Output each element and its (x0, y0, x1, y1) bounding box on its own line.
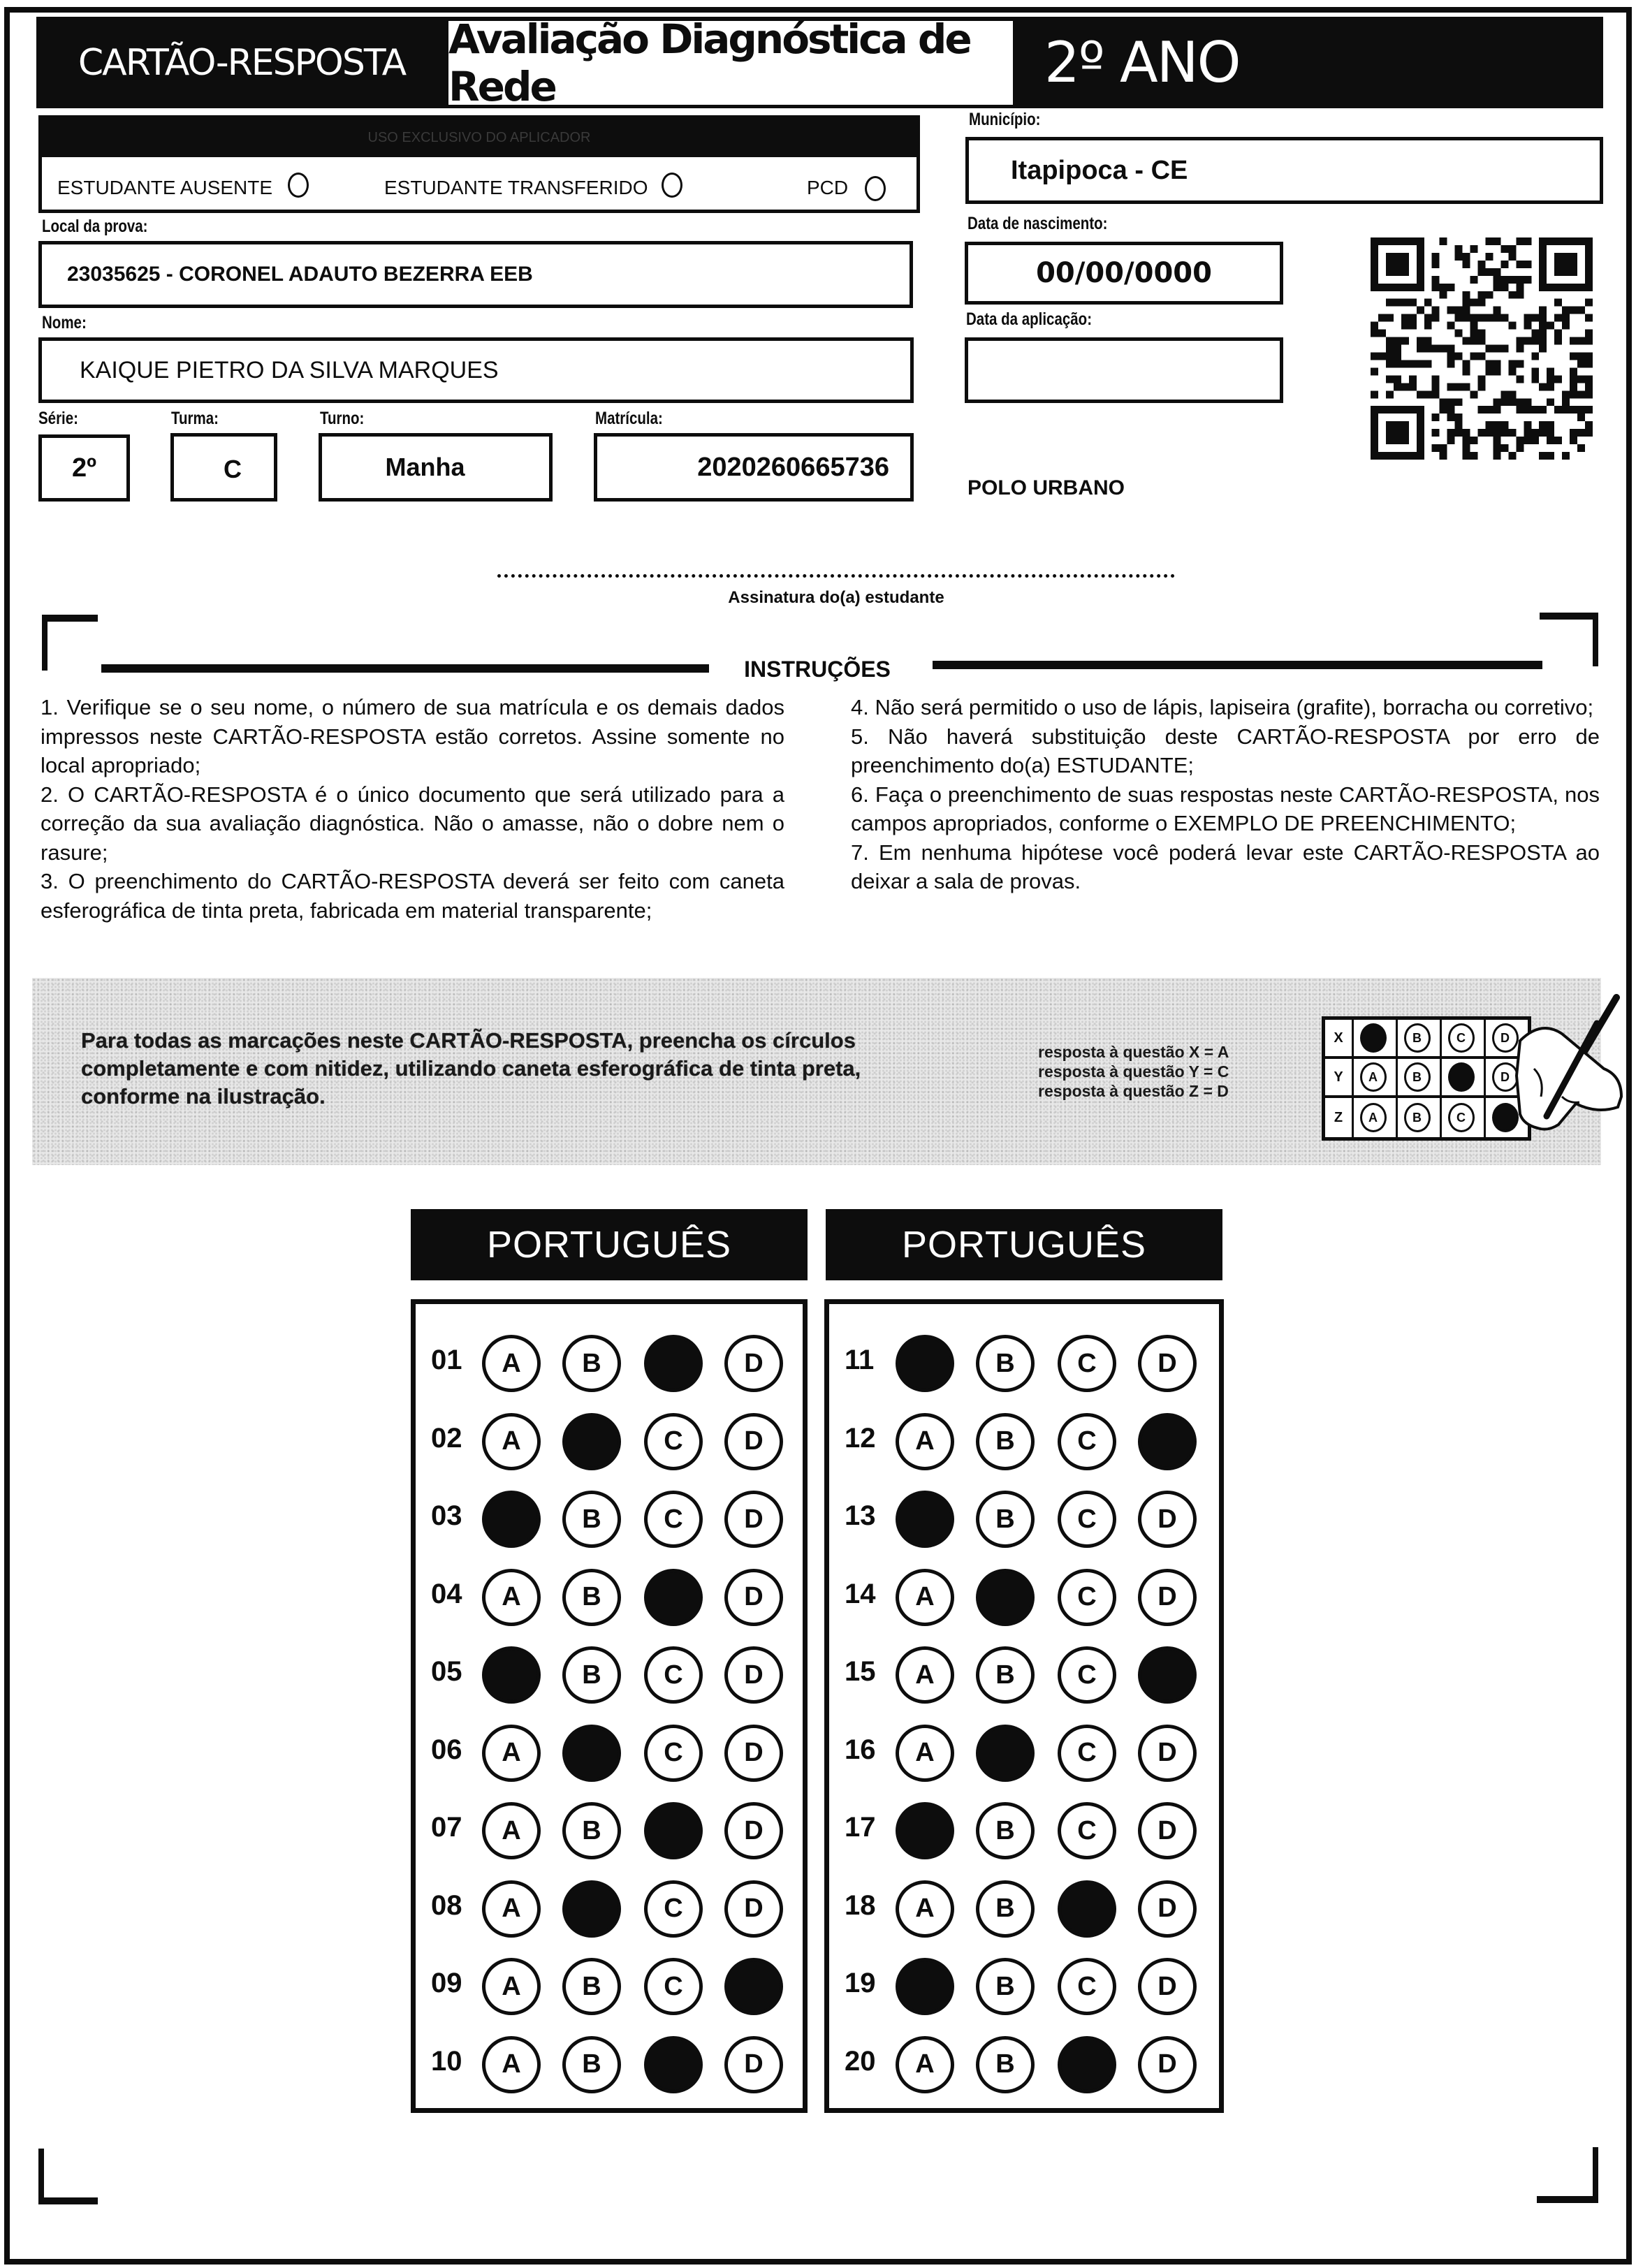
answer-bubble-a[interactable]: A (482, 1802, 541, 1859)
answer-bubble-d[interactable]: D (724, 1491, 783, 1548)
municipio-label: Município: (969, 110, 1041, 129)
answer-bubble-c[interactable] (644, 1802, 703, 1859)
signature-line[interactable] (497, 574, 1175, 578)
answer-bubble-d[interactable]: D (724, 1802, 783, 1859)
answer-bubble-c[interactable] (644, 1569, 703, 1626)
example-bubble-c: C (1448, 1103, 1475, 1132)
fill-example-text: Para todas as marcações neste CARTÃO-RESPOSTA, preencha os círculos completamente e com nitidez, utilizando caneta esferográfica de tinta preta, conforme na ilustração. (81, 1028, 861, 1109)
answer-bubble-d[interactable]: D (1138, 2036, 1197, 2093)
nome-field (38, 337, 914, 403)
serie-label: Série: (38, 409, 78, 428)
question-row (829, 1720, 1219, 1783)
answer-bubble-b[interactable]: B (562, 1569, 621, 1626)
example-bubble-a: A (1360, 1062, 1387, 1092)
answer-bubble-b[interactable]: B (976, 1413, 1035, 1470)
example-bubble-c (1448, 1062, 1475, 1092)
example-bubble-a: A (1360, 1103, 1387, 1132)
answer-bubble-a[interactable] (482, 1491, 541, 1548)
answer-bubble-b[interactable]: B (562, 1335, 621, 1392)
question-row (829, 1565, 1219, 1627)
question-number: 15 (845, 1656, 876, 1687)
answer-bubble-b[interactable]: B (562, 1491, 621, 1548)
registration-mark-top-right (1540, 613, 1598, 666)
example-question-label: Z (1334, 1109, 1343, 1125)
instruction-item: 4. Não será permitido o uso de lápis, lapiseira (grafite), borracha ou corretivo; (851, 695, 1594, 719)
answer-bubble-a[interactable]: A (482, 1569, 541, 1626)
answer-bubble-b[interactable] (976, 1725, 1035, 1782)
answer-bubble-d[interactable]: D (724, 1880, 783, 1938)
matricula-field (594, 433, 914, 502)
nome-value: KAIQUE PIETRO DA SILVA MARQUES (80, 356, 499, 383)
answer-bubble-d[interactable]: D (724, 1335, 783, 1392)
answer-grid-1 (411, 1299, 808, 2113)
example-cell (1396, 1020, 1436, 1056)
question-number: 04 (431, 1578, 462, 1609)
answer-bubble-b[interactable] (562, 1725, 621, 1782)
answer-bubble-a[interactable]: A (896, 1880, 954, 1938)
answer-bubble-a[interactable]: A (482, 2036, 541, 2093)
answer-bubble-c[interactable]: C (644, 1646, 703, 1704)
answer-bubble-d[interactable]: D (1138, 1958, 1197, 2015)
answer-bubble-c[interactable]: C (644, 1413, 703, 1470)
answer-bubble-d[interactable]: D (724, 1646, 783, 1704)
instructions-left-column (41, 693, 784, 925)
question-number: 17 (845, 1812, 876, 1843)
question-number: 08 (431, 1889, 462, 1921)
question-number: 10 (431, 2045, 462, 2077)
answer-bubble-a[interactable]: A (896, 1569, 954, 1626)
question-number: 14 (845, 1578, 876, 1609)
answer-bubble-d[interactable]: D (1138, 1725, 1197, 1782)
registration-mark-bottom-right (1537, 2147, 1598, 2203)
instruction-item: 2. O CARTÃO-RESPOSTA é o único documento que será utilizado para a correção da sua avaliação diagnóstica. Não o amasse, não o dobre nem o rasure; (41, 782, 784, 865)
answer-bubble-b[interactable]: B (976, 1646, 1035, 1704)
turno-value: Manha (385, 453, 465, 481)
answer-bubble-d[interactable]: D (724, 1725, 783, 1782)
turno-label: Turno: (320, 409, 365, 428)
question-row (829, 1409, 1219, 1472)
question-number: 06 (431, 1734, 462, 1765)
question-number: 13 (845, 1500, 876, 1531)
option-pcd-radio[interactable] (865, 176, 886, 201)
applicator-panel (38, 115, 920, 213)
question-row (829, 2032, 1219, 2095)
answer-bubble-c[interactable]: C (1058, 1335, 1116, 1392)
answer-bubble-d[interactable]: D (724, 2036, 783, 2093)
legend-line: resposta à questão Y = C (1038, 1062, 1229, 1081)
answer-bubble-a[interactable]: A (896, 1646, 954, 1704)
option-transferred-label: ESTUDANTE TRANSFERIDO (384, 177, 648, 198)
answer-bubble-b[interactable] (562, 1413, 621, 1470)
question-number: 11 (845, 1345, 875, 1375)
answer-bubble-d[interactable]: D (1138, 1335, 1197, 1392)
answer-bubble-b[interactable]: B (976, 2036, 1035, 2093)
example-bubble-c: C (1448, 1023, 1475, 1053)
applicator-panel-heading: USO EXCLUSIVO DO APLICADOR (42, 119, 916, 157)
question-row (416, 1954, 803, 2017)
question-number: 02 (431, 1422, 462, 1454)
example-cell (1396, 1059, 1436, 1095)
answer-bubble-d[interactable]: D (724, 1413, 783, 1470)
instruction-item: 1. Verifique se o seu nome, o número de sua matrícula e os demais dados impressos neste CARTÃO-RESPOSTA estão corretos. Assine somente no local apropriado; (41, 695, 784, 777)
fill-example-banner (32, 978, 1601, 1165)
example-bubble-a (1360, 1023, 1387, 1053)
fill-example-legend (1038, 1042, 1229, 1101)
serie-field (38, 434, 130, 502)
question-row (829, 1954, 1219, 2017)
answer-bubble-c[interactable] (1058, 1880, 1116, 1938)
answer-bubble-c[interactable]: C (644, 1880, 703, 1938)
answer-bubble-b[interactable]: B (562, 1802, 621, 1859)
answer-bubble-b[interactable]: B (562, 1958, 621, 2015)
question-row (416, 1486, 803, 1549)
local-value: 23035625 - CORONEL ADAUTO BEZERRA EEB (67, 263, 533, 286)
answer-bubble-d[interactable]: D (1138, 1880, 1197, 1938)
legend-line: resposta à questão X = A (1038, 1043, 1229, 1061)
answer-bubble-d[interactable] (1138, 1646, 1197, 1704)
answer-bubble-a[interactable] (896, 1335, 954, 1392)
question-number: 01 (431, 1345, 462, 1375)
answer-bubble-b[interactable]: B (976, 1491, 1035, 1548)
answer-bubble-c[interactable]: C (1058, 1491, 1116, 1548)
option-pcd-label: PCD (807, 177, 849, 198)
answer-bubble-c[interactable]: C (1058, 1413, 1116, 1470)
answer-bubble-a[interactable]: A (482, 1413, 541, 1470)
question-number: 18 (845, 1889, 876, 1921)
matricula-value: 2020260665736 (697, 452, 889, 482)
turma-value: C (224, 455, 242, 483)
instructions-right-column (851, 693, 1600, 896)
example-bubble-b: B (1404, 1062, 1431, 1092)
question-number: 09 (431, 1968, 462, 1998)
subject-header-portuguese-1: PORTUGUÊS (411, 1209, 808, 1280)
question-row (416, 1720, 803, 1783)
answer-bubble-c[interactable]: C (1058, 1725, 1116, 1782)
nascimento-field (965, 242, 1283, 305)
local-label: Local da prova: (42, 217, 148, 236)
answer-bubble-d[interactable]: D (724, 1569, 783, 1626)
turma-field (170, 433, 277, 502)
question-number: 12 (845, 1422, 876, 1454)
answer-bubble-d[interactable] (1138, 1413, 1197, 1470)
municipio-value: Itapipoca - CE (1011, 155, 1188, 185)
instructions-rule-right (933, 661, 1542, 669)
answer-bubble-b[interactable]: B (976, 1802, 1035, 1859)
instructions-heading: INSTRUÇÕES (744, 657, 891, 682)
question-number: 20 (845, 2045, 876, 2077)
answer-bubble-b[interactable]: B (976, 1880, 1035, 1938)
answer-bubble-a[interactable] (896, 1491, 954, 1548)
answer-bubble-c[interactable] (644, 2036, 703, 2093)
instruction-item: 3. O preenchimento do CARTÃO-RESPOSTA deverá ser feito com caneta esferográfica de tinta preta, fabricada em material transparente; (41, 869, 784, 923)
serie-value: 2º (71, 453, 96, 483)
answer-bubble-a[interactable]: A (896, 2036, 954, 2093)
aplicacao-label: Data da aplicação: (966, 309, 1093, 329)
answer-bubble-c[interactable]: C (644, 1725, 703, 1782)
example-bubble-b: B (1404, 1103, 1431, 1132)
option-absent-label: ESTUDANTE AUSENTE (57, 177, 273, 198)
applicator-options (42, 157, 916, 213)
answer-bubble-d[interactable] (724, 1958, 783, 2015)
question-row (416, 1876, 803, 1939)
question-row (416, 1409, 803, 1472)
question-number: 05 (431, 1656, 462, 1687)
question-number: 07 (431, 1812, 462, 1843)
instruction-item: 5. Não haverá substituição deste CARTÃO-RESPOSTA por erro de preenchimento do(a) ESTUDANTE; (851, 724, 1600, 777)
grade-label: 2º ANO (1044, 30, 1240, 95)
page-title: Avaliação Diagnóstica de Rede (448, 15, 970, 110)
example-cell (1352, 1059, 1392, 1095)
example-bubble-b: B (1404, 1023, 1431, 1053)
nascimento-label: Data de nascimento: (967, 214, 1108, 233)
option-transferred-radio[interactable] (662, 173, 682, 198)
card-label: CARTÃO-RESPOSTA (78, 41, 406, 84)
example-cell (1352, 1020, 1392, 1056)
signature-label: Assinatura do(a) estudante (728, 588, 944, 607)
answer-bubble-d[interactable]: D (1138, 1802, 1197, 1859)
answer-bubble-c[interactable]: C (1058, 1569, 1116, 1626)
matricula-label: Matrícula: (595, 409, 663, 428)
question-number: 03 (431, 1500, 462, 1531)
hand-with-pen-icon (1492, 992, 1625, 1146)
question-row (416, 1798, 803, 1861)
answer-bubble-c[interactable] (644, 1335, 703, 1392)
example-bubble-d: D (1492, 1023, 1519, 1053)
answer-bubble-c[interactable]: C (1058, 1802, 1116, 1859)
question-row (416, 1331, 803, 1393)
nome-label: Nome: (42, 313, 87, 332)
answer-bubble-a[interactable] (482, 1646, 541, 1704)
qr-code-icon (1371, 237, 1593, 460)
answer-bubble-d[interactable]: D (1138, 1491, 1197, 1548)
turma-label: Turma: (171, 409, 219, 428)
answer-bubble-c[interactable]: C (1058, 1646, 1116, 1704)
answer-bubble-a[interactable]: A (482, 1335, 541, 1392)
answer-bubble-a[interactable]: A (482, 1880, 541, 1938)
answer-bubble-b[interactable] (562, 1880, 621, 1938)
instructions-rule-left (101, 664, 709, 673)
registration-mark-bottom-left (38, 2149, 98, 2204)
polo-label: POLO URBANO (967, 476, 1125, 499)
answer-bubble-c[interactable]: C (644, 1958, 703, 2015)
answer-bubble-a[interactable]: A (482, 1725, 541, 1782)
municipio-field (965, 137, 1603, 204)
example-cell (1440, 1098, 1480, 1137)
aplicacao-field (965, 337, 1283, 403)
nascimento-value: 00/00/0000 (1036, 257, 1212, 289)
local-field (38, 241, 913, 308)
example-cell (1352, 1098, 1392, 1137)
answer-bubble-c[interactable]: C (644, 1491, 703, 1548)
example-cell (1440, 1059, 1480, 1095)
question-number: 16 (845, 1734, 876, 1765)
instruction-item: 6. Faça o preenchimento de suas respostas neste CARTÃO-RESPOSTA, nos campos apropriados, conforme o EXEMPLO DE PREENCHIMENTO; (851, 782, 1600, 835)
registration-mark-top-left (42, 615, 98, 671)
question-row (416, 1642, 803, 1705)
legend-line: resposta à questão Z = D (1038, 1082, 1229, 1100)
question-row (829, 1876, 1219, 1939)
example-question-label: Y (1334, 1069, 1343, 1085)
example-cell (1440, 1020, 1480, 1056)
answer-bubble-b[interactable]: B (562, 1646, 621, 1704)
question-row (416, 2032, 803, 2095)
turno-field (319, 433, 553, 502)
question-row (829, 1331, 1219, 1393)
answer-bubble-a[interactable]: A (896, 1413, 954, 1470)
question-row (416, 1565, 803, 1627)
example-cell (1396, 1098, 1436, 1137)
subject-header-portuguese-2: PORTUGUÊS (826, 1209, 1222, 1280)
answer-bubble-a[interactable] (896, 1802, 954, 1859)
answer-bubble-c[interactable] (1058, 2036, 1116, 2093)
answer-bubble-b[interactable]: B (562, 2036, 621, 2093)
question-number: 19 (845, 1968, 876, 1998)
answer-bubble-b[interactable]: B (976, 1335, 1035, 1392)
answer-bubble-c[interactable]: C (1058, 1958, 1116, 2015)
answer-bubble-d[interactable]: D (1138, 1569, 1197, 1626)
answer-bubble-b[interactable] (976, 1569, 1035, 1626)
answer-bubble-a[interactable] (896, 1958, 954, 2015)
answer-bubble-a[interactable]: A (482, 1958, 541, 2015)
example-question-label: X (1334, 1030, 1343, 1046)
answer-grid-2 (824, 1299, 1224, 2113)
option-absent-radio[interactable] (288, 173, 309, 198)
example-bubble-d: D (1492, 1062, 1519, 1092)
title-box (448, 15, 1013, 110)
instruction-item: 7. Em nenhuma hipótese você poderá levar este CARTÃO-RESPOSTA ao deixar a sala de provas. (851, 840, 1600, 893)
answer-bubble-a[interactable]: A (896, 1725, 954, 1782)
answer-bubble-b[interactable]: B (976, 1958, 1035, 2015)
question-row (829, 1642, 1219, 1705)
question-row (829, 1486, 1219, 1549)
question-row (829, 1798, 1219, 1861)
